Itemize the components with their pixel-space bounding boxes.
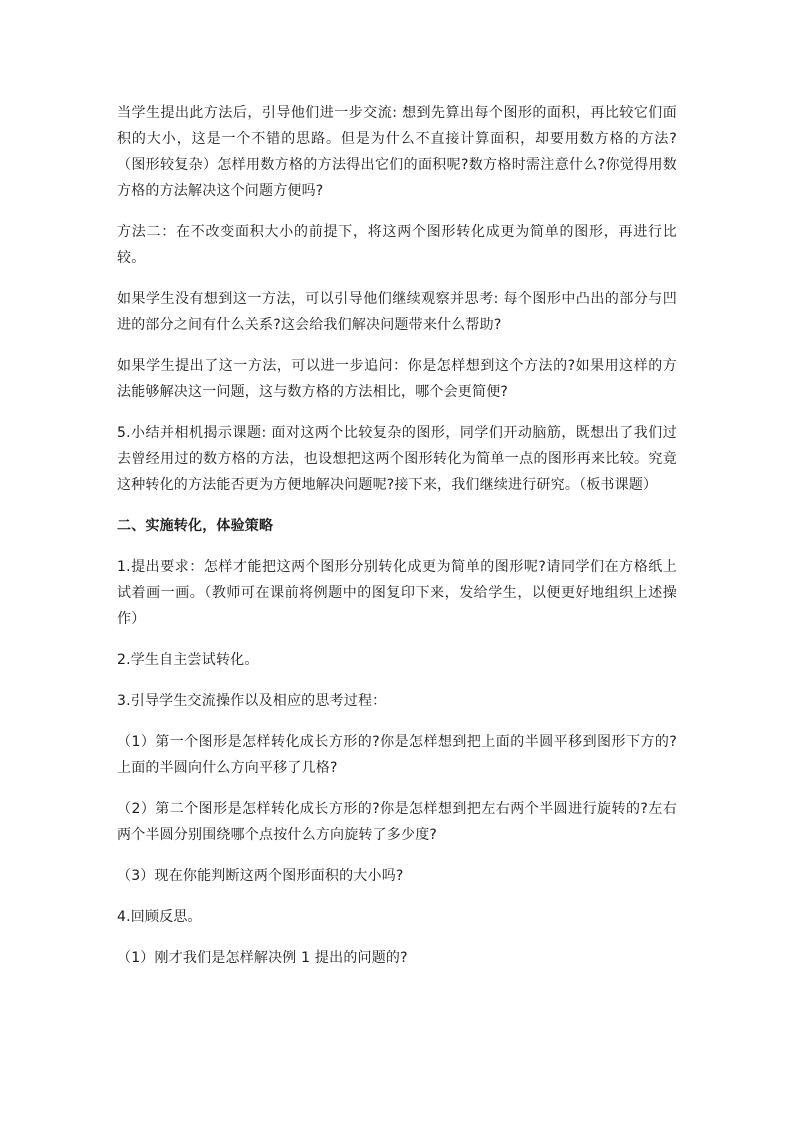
paragraph-review: 4.回顾反思。 <box>117 909 202 925</box>
document-body <box>117 100 677 986</box>
paragraph-follow-up-question: 如果学生提出了这一方法，可以进一步追问：你是怎样想到这个方法的?如果用这样的方法能够解决这一问题，这与数方格的方法相比，哪个会更简便? <box>117 358 677 400</box>
paragraph-student-attempt: 2.学生自主尝试转化。 <box>117 652 259 668</box>
section-heading: 二、实施转化，体验策略 <box>117 518 274 534</box>
paragraph-question-2: （2）第二个图形是怎样转化成长方形的?你是怎样想到把左右两个半圆进行旋转的?左右两个半圆分别围绕哪个点按什么方向旋转了多少度? <box>117 801 677 843</box>
paragraph-summary-topic: 5.小结并相机揭示课题: 面对这两个比较复杂的图形，同学们开动脑筋，既想出了我们过去曾经用过的数方格的方法，也设想把这两个图形转化为简单一点的图形再来比较。究竟这种转化的方法能否更为方便地解决问题呢?接下来，我们继续进行研究。（板书课题） <box>117 425 677 493</box>
paragraph-question-3: （3）现在你能判断这两个图形面积的大小吗? <box>117 868 404 884</box>
paragraph-question-1: （1）第一个图形是怎样转化成长方形的?你是怎样想到把上面的半圆平移到图形下方的?上面的半圆向什么方向平移了几格? <box>117 734 677 776</box>
paragraph-method-two: 方法二：在不改变面积大小的前提下，将这两个图形转化成更为简单的图形，再进行比较。 <box>117 224 677 266</box>
paragraph-method-one-discussion: 当学生提出此方法后，引导他们进一步交流: 想到先算出每个图形的面积，再比较它们面积的大小，这是一个不错的思路。但是为什么不直接计算面积，却要用数方格的方法?（图形较复杂）怎样用数方格的方法得出它们的面积呢?数方格时需注意什么?你觉得用数方格的方法解决这个问题方便吗? <box>117 105 677 199</box>
paragraph-guide-observation: 如果学生没有想到这一方法，可以引导他们继续观察并思考: 每个图形中凸出的部分与凹进的部分之间有什么关系?这会给我们解决问题带来什么帮助? <box>117 291 677 333</box>
paragraph-requirement: 1.提出要求：怎样才能把这两个图形分别转化成更为简单的图形呢?请同学们在方格纸上试着画一画。（教师可在课前将例题中的图复印下来，发给学生，以便更好地组织上述操作） <box>117 559 677 627</box>
paragraph-review-question-1: （1）刚才我们是怎样解决例 1 提出的问题的? <box>117 950 408 966</box>
paragraph-guide-exchange: 3.引导学生交流操作以及相应的思考过程： <box>117 693 387 709</box>
